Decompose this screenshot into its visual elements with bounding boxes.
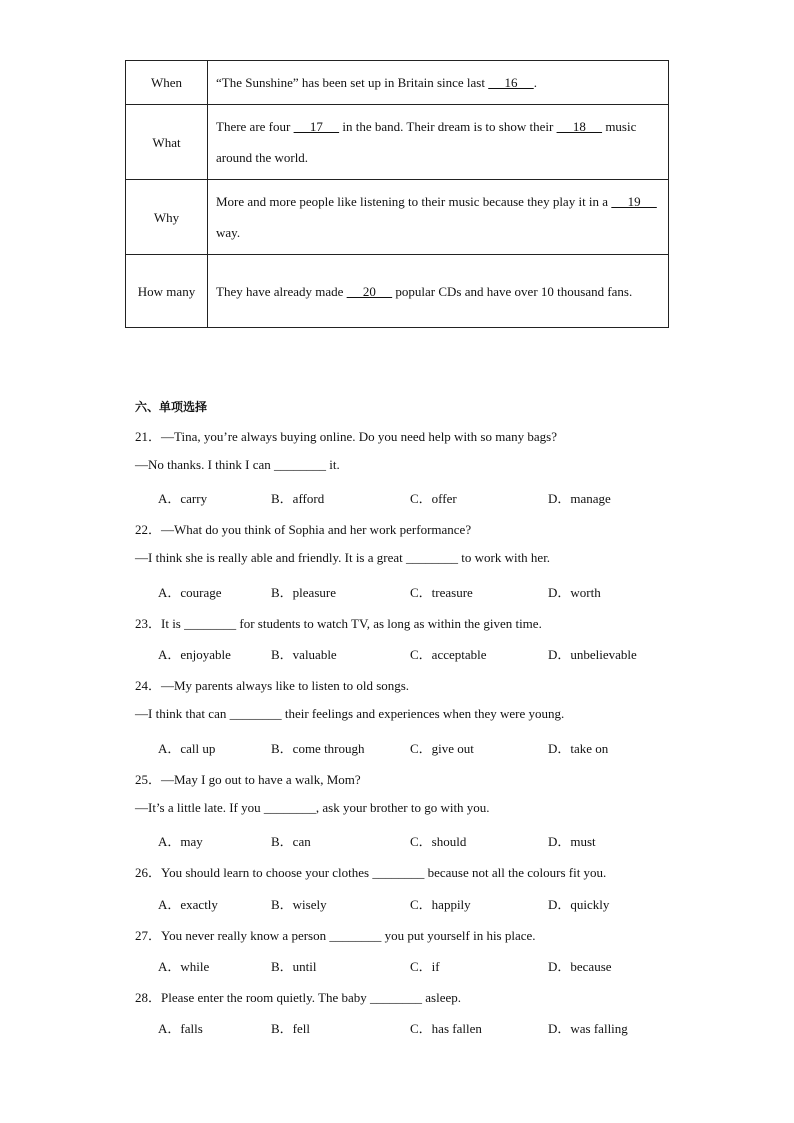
- option-b[interactable]: B．come through: [271, 741, 365, 756]
- option-c[interactable]: C．should: [410, 834, 467, 849]
- option-a[interactable]: A．carry: [158, 491, 208, 506]
- table-row: [126, 61, 669, 105]
- question-stem: 23．It is ________ for students to watch TV, as long as within the given time.: [135, 616, 542, 631]
- text-segment: popular CDs and have over 10 thousand fans.: [392, 283, 633, 299]
- option-b[interactable]: B．wisely: [271, 897, 327, 912]
- blank-18: 18: [556, 119, 603, 134]
- option-b[interactable]: B．valuable: [271, 647, 337, 662]
- row-label: Why: [126, 180, 208, 255]
- blank-17: 17: [293, 119, 340, 134]
- option-d[interactable]: D．worth: [548, 585, 601, 600]
- option-a[interactable]: A．while: [158, 959, 210, 974]
- blank-16: 16: [488, 75, 534, 90]
- text-segment: They have already made: [216, 283, 347, 299]
- question-stem: 28．Please enter the room quietly. The baby ________ asleep.: [135, 990, 462, 1005]
- question-stem: 26．You should learn to choose your clothes ________ because not all the colours fit you.: [135, 865, 607, 880]
- blank-20: 20: [346, 283, 393, 299]
- option-d[interactable]: D．unbelievable: [548, 647, 637, 662]
- option-a[interactable]: A．courage: [158, 585, 222, 600]
- option-c[interactable]: C．give out: [410, 741, 474, 756]
- row-content: [208, 180, 669, 255]
- option-d[interactable]: D．must: [548, 834, 596, 849]
- option-c[interactable]: C．has fallen: [410, 1021, 482, 1036]
- row-content: [208, 105, 669, 180]
- question-stem: —I think she is really able and friendly. It is a great ________ to work with her.: [135, 550, 551, 565]
- section-title: 六、单项选择: [135, 400, 208, 414]
- info-table: [125, 60, 669, 328]
- option-c[interactable]: C．acceptable: [410, 647, 487, 662]
- question-stem: 21．—Tina, you’re always buying online. Do you need help with so many bags?: [135, 429, 557, 444]
- text-segment: There are four: [216, 119, 294, 134]
- option-c[interactable]: C．offer: [410, 491, 457, 506]
- text-segment: More and more people like listening to their music because they play it in a: [216, 194, 612, 209]
- option-a[interactable]: A．enjoyable: [158, 647, 231, 662]
- option-d[interactable]: D．was falling: [548, 1021, 628, 1036]
- option-a[interactable]: A．call up: [158, 741, 216, 756]
- table-row: [126, 180, 669, 255]
- row-content: [208, 255, 669, 328]
- question-stem: 25．—May I go out to have a walk, Mom?: [135, 772, 361, 787]
- option-c[interactable]: C．treasure: [410, 585, 473, 600]
- option-b[interactable]: B．can: [271, 834, 311, 849]
- text-segment: .: [533, 75, 537, 90]
- text-segment: “The Sunshine” has been set up in Britain since last: [216, 75, 489, 90]
- option-d[interactable]: D．quickly: [548, 897, 610, 912]
- question-stem: 27．You never really know a person ________ you put yourself in his place.: [135, 928, 536, 943]
- row-label: What: [126, 105, 208, 180]
- option-b[interactable]: B．until: [271, 959, 317, 974]
- option-a[interactable]: A．exactly: [158, 897, 218, 912]
- question-stem: 22．—What do you think of Sophia and her work performance?: [135, 522, 472, 537]
- option-a[interactable]: A．falls: [158, 1021, 203, 1036]
- option-b[interactable]: B．pleasure: [271, 585, 336, 600]
- blank-19: 19: [611, 194, 657, 209]
- text-segment: music around the world.: [216, 119, 637, 165]
- option-d[interactable]: D．manage: [548, 491, 611, 506]
- question-stem: —It’s a little late. If you ________, ask your brother to go with you.: [135, 800, 490, 815]
- text-segment: way.: [216, 225, 241, 240]
- question-stem: —No thanks. I think I can ________ it.: [135, 457, 340, 472]
- option-a[interactable]: A．may: [158, 834, 203, 849]
- option-c[interactable]: C．if: [410, 959, 440, 974]
- row-label: How many: [126, 255, 208, 328]
- table-row: [126, 255, 669, 328]
- row-content: [208, 61, 669, 105]
- option-d[interactable]: D．because: [548, 959, 612, 974]
- table-row: [126, 105, 669, 180]
- question-stem: 24．—My parents always like to listen to old songs.: [135, 678, 410, 693]
- text-segment: in the band. Their dream is to show their: [339, 119, 557, 134]
- row-label: When: [126, 61, 208, 105]
- option-b[interactable]: B．afford: [271, 491, 325, 506]
- option-d[interactable]: D．take on: [548, 741, 609, 756]
- option-c[interactable]: C．happily: [410, 897, 471, 912]
- option-b[interactable]: B．fell: [271, 1021, 310, 1036]
- question-stem: —I think that can ________ their feelings and experiences when they were young.: [135, 706, 565, 721]
